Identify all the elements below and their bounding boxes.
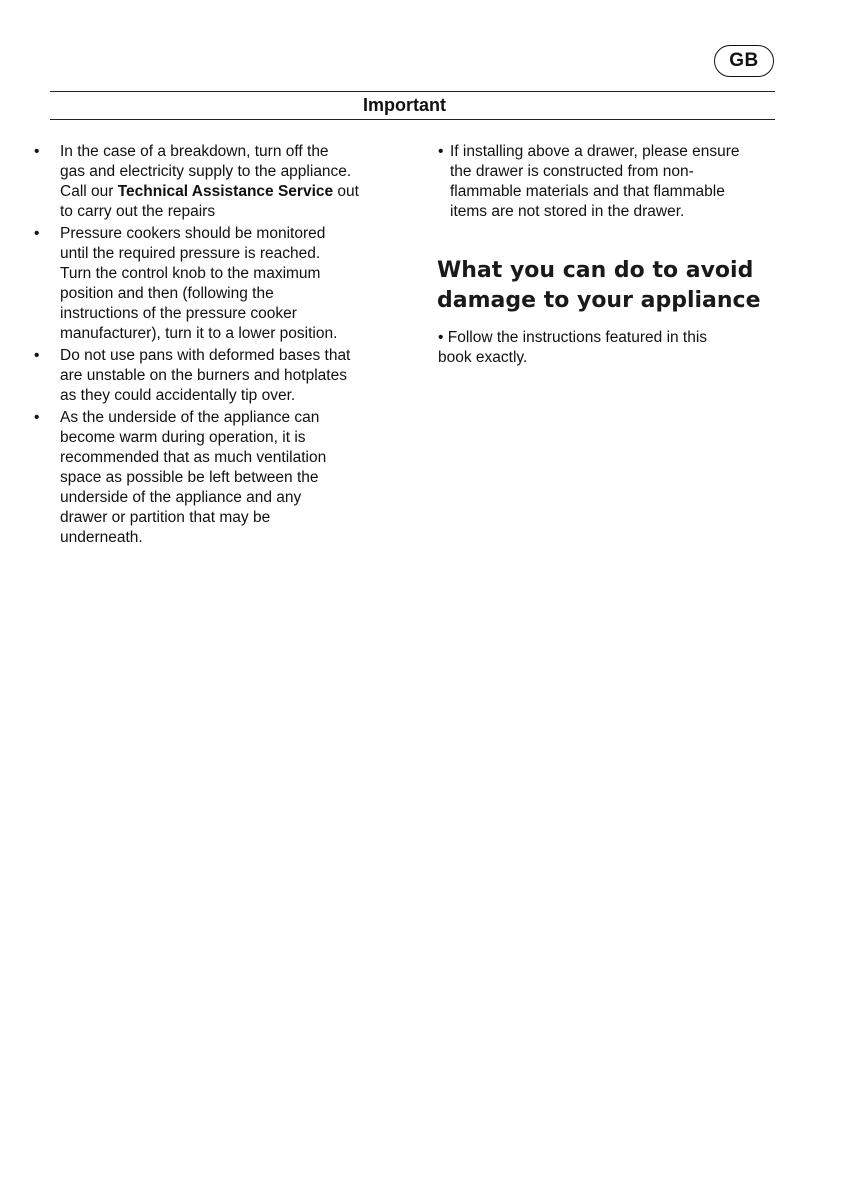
text-segment: out bbox=[333, 183, 359, 200]
follow-instructions bbox=[438, 328, 778, 368]
text-line: until the required pressure is reached. bbox=[60, 245, 321, 262]
heading-line: What you can do to avoid bbox=[437, 258, 754, 283]
right-column bbox=[438, 142, 778, 222]
technical-assistance-service: Technical Assistance Service bbox=[117, 183, 334, 200]
text-line: Do not use pans with deformed bases that bbox=[60, 347, 351, 364]
text-line: Pressure cookers should be monitored bbox=[60, 225, 326, 242]
text-line: As the underside of the appliance can bbox=[60, 409, 320, 426]
bullet-dot: • bbox=[34, 409, 40, 426]
language-badge: GB bbox=[714, 45, 774, 77]
left-column bbox=[34, 142, 394, 548]
bullet-dot: • bbox=[34, 225, 40, 242]
text-line: underneath. bbox=[60, 529, 143, 546]
bullet-breakdown bbox=[34, 142, 394, 222]
bullet-ventilation bbox=[34, 408, 394, 548]
bullet-drawer bbox=[438, 142, 778, 222]
text-line: space as possible be left between the bbox=[60, 469, 319, 486]
text-line: gas and electricity supply to the appliance. bbox=[60, 163, 352, 180]
text-line: manufacturer), turn it to a lower position. bbox=[60, 325, 338, 342]
text-line: In the case of a breakdown, turn off the bbox=[60, 143, 329, 160]
text-line bbox=[60, 182, 394, 202]
text-line: • Follow the instructions featured in this bbox=[438, 329, 708, 346]
text-line: underside of the appliance and any bbox=[60, 489, 302, 506]
text-line: become warm during operation, it is bbox=[60, 429, 306, 446]
text-line: position and then (following the bbox=[60, 285, 274, 302]
text-line: flammable materials and that flammable bbox=[450, 183, 725, 200]
heading-line: damage to your appliance bbox=[437, 288, 761, 313]
text-line: Turn the control knob to the maximum bbox=[60, 265, 321, 282]
text-line: are unstable on the burners and hotplates bbox=[60, 367, 347, 384]
text-line: items are not stored in the drawer. bbox=[450, 203, 685, 220]
text-line: as they could accidentally tip over. bbox=[60, 387, 296, 404]
text-line: If installing above a drawer, please ensure bbox=[450, 143, 740, 160]
bullet-pressure-cookers bbox=[34, 224, 394, 344]
bullet-deformed-pans bbox=[34, 346, 394, 406]
header-rule-top bbox=[50, 91, 775, 92]
bullet-dot: • bbox=[34, 143, 40, 160]
avoid-damage-heading bbox=[437, 256, 777, 316]
text-line: the drawer is constructed from non- bbox=[450, 163, 694, 180]
section-title: Important bbox=[363, 95, 446, 115]
text-line: drawer or partition that may be bbox=[60, 509, 271, 526]
text-line: book exactly. bbox=[438, 349, 528, 366]
header-rule-bottom bbox=[50, 119, 775, 120]
text-segment: Call our bbox=[60, 183, 118, 200]
text-line: to carry out the repairs bbox=[60, 203, 216, 220]
bullet-dot: • bbox=[34, 347, 40, 364]
text-line: instructions of the pressure cooker bbox=[60, 305, 297, 322]
bullet-dot: • bbox=[438, 143, 444, 160]
text-line: recommended that as much ventilation bbox=[60, 449, 327, 466]
